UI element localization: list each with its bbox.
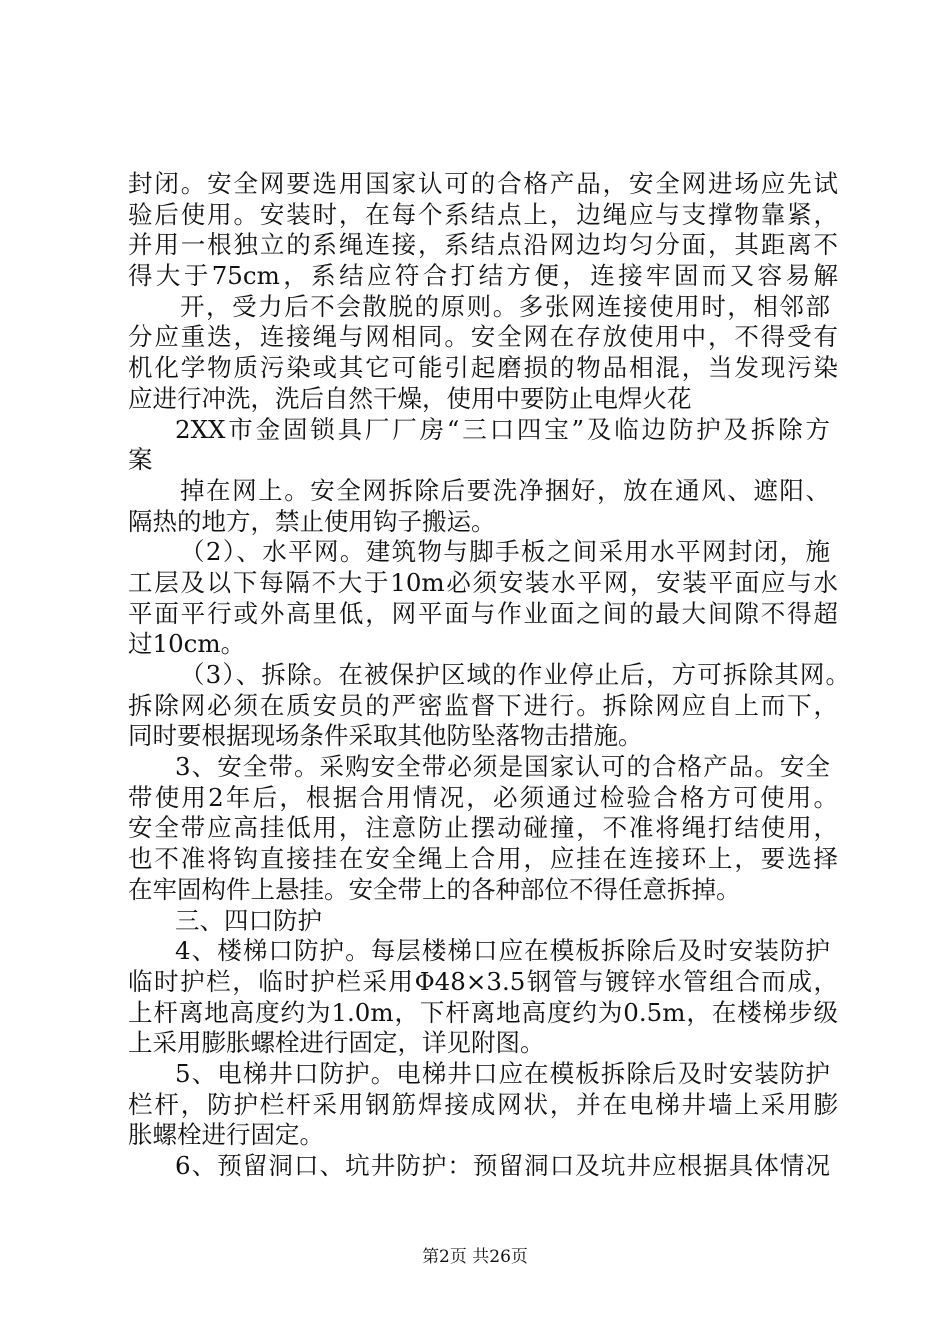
body-line: 并用一根独立的系绳连接，系结点沿网边均匀分面，其距离不 (128, 230, 838, 259)
body-line: 上杆离地高度约为1.0m，下杆离地高度约为0.5m，在楼梯步级 (128, 998, 838, 1027)
body-line: （2）、水平网。建筑物与脚手板之间采用水平网封闭，施 (180, 537, 830, 566)
body-line: 也不准将钩直接挂在安全绳上合用，应挂在连接环上，要选择 (128, 844, 838, 873)
body-line: 5、电梯井口防护。电梯井口应在模板拆除后及时安装防护 (175, 1059, 830, 1088)
body-line: 验后使用。安装时，在每个系结点上，边绳应与支撑物靠紧， (128, 200, 838, 229)
body-line: 3、安全带。采购安全带必须是国家认可的合格产品。安全 (175, 752, 830, 781)
body-line: 栏杆，防护栏杆采用钢筋焊接成网状，并在电梯井墙上采用膨 (128, 1090, 838, 1119)
body-line: 安全带应高挂低用，注意防止摆动碰撞，不准将绳打结使用， (128, 813, 838, 842)
body-line: （3）、拆除。在被保护区域的作业停止后，方可拆除其网。 (180, 660, 850, 689)
body-line: 过10cm。 (128, 629, 246, 658)
body-line: 4、楼梯口防护。每层楼梯口应在模板拆除后及时安装防护 (175, 936, 830, 965)
body-line: 分应重迭，连接绳与网相同。安全网在存放使用中，不得受有 (128, 322, 838, 351)
body-line: 同时要根据现场条件采取其他防坠落物击措施。 (128, 721, 643, 750)
body-line: 隔热的地方，禁止使用钩子搬运。 (128, 507, 496, 536)
body-line: 开，受力后不会散脱的原则。多张网连接使用时，相邻部 (180, 292, 830, 321)
body-line: 工层及以下每隔不大于10m必须安装水平网，安装平面应与水 (128, 568, 838, 597)
document-title-line: 案 (128, 445, 153, 474)
body-line: 机化学物质污染或其它可能引起磨损的物品相混，当发现污染 (128, 353, 838, 382)
body-line: 平面平行或外高里低，网平面与作业面之间的最大间隙不得超 (128, 599, 838, 628)
body-line: 拆除网必须在质安员的严密监督下进行。拆除网应自上而下， (128, 691, 838, 720)
body-line: 胀螺栓进行固定。 (128, 1120, 324, 1149)
body-line: 上采用膨胀螺栓进行固定，详见附图。 (128, 1028, 545, 1057)
section-heading: 三、四口防护 (175, 906, 322, 935)
body-line: 6、预留洞口、坑井防护：预留洞口及坑井应根据具体情况 (175, 1151, 830, 1180)
body-line: 得大于75cm，系结应符合打结方便，连接牢固而又容易解 (128, 261, 838, 290)
body-line: 应进行冲洗，洗后自然干燥，使用中要防止电焊火花 (128, 384, 692, 413)
page-number-footer: 第2页 共26页 (422, 1247, 528, 1267)
body-line: 掉在网上。安全网拆除后要洗净捆好，放在通风、遮阳、 (180, 476, 830, 505)
body-line: 封闭。安全网要选用国家认可的合格产品，安全网进场应先试 (128, 169, 838, 198)
document-title-line: 2XX市金固锁具厂厂房“三口四宝”及临边防护及拆除方 (175, 415, 830, 444)
body-line: 临时护栏，临时护栏采用Φ48×3.5钢管与镀锌水管组合而成， (128, 967, 838, 996)
body-line: 带使用2年后，根据合用情况，必须通过检验合格方可使用。 (128, 783, 838, 812)
body-line: 在牢固构件上悬挂。安全带上的各种部位不得任意拆掉。 (128, 875, 741, 904)
